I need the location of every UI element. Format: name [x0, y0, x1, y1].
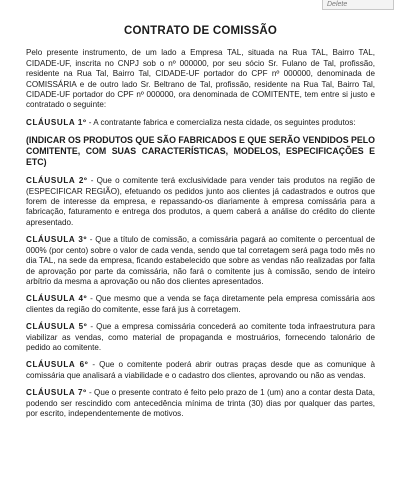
top-toolbar — [0, 0, 400, 12]
clause-1 — [26, 118, 375, 128]
clause-5-text: - Que a empresa comissária concederá ao comitente toda infraestrutura para viabilizar as vendas, como material de propaganda e mostruários, fornecendo talonário de pedido ao comitente. — [26, 322, 375, 352]
clause-7-text: - Que o presente contrato é feito pelo prazo de 1 (um) ano a contar desta Data, podendo ser rescindido com antecedência mínima de trinta (30) dias por qualquer das partes, por escrito, independentemente de motivos. — [26, 388, 375, 418]
clause-4-label: CLÁUSULA 4º — [26, 294, 88, 304]
intro-paragraph: Pelo presente instrumento, de um lado a Empresa TAL, situada na Rua TAL, Bairro TAL, CIDADE-UF, inscrita no CNPJ sob o nº 000000, por seu sócio Sr. Fulano de Tal, profissão, residente na Rua Tal, Bairro Tal, CIDADE-UF portador do CPF nº 000000, denominada de COMISSÁRIA e de outro lado Sr. Beltrano de Tal, profissão, residente na Rua Tal, Bairro Tal, CIDADE-UF portador do CPF nº 000000, ora denominada de COMITENTE, tem entre si justo e contratado o seguinte: — [26, 48, 375, 110]
clause-3 — [26, 235, 375, 287]
delete-button[interactable]: Delete — [322, 0, 394, 10]
products-placeholder: (INDICAR OS PRODUTOS QUE SÃO FABRICADOS E QUE SERÃO VENDIDOS PELO COMITENTE, COM SUAS CARACTERÍSTICAS, MODELOS, ESPECIFICAÇÕES E ETC) — [26, 135, 375, 168]
clause-6-text: - Que o comitente poderá abrir outras praças desde que as comunique à comissária que analisará a viabilidade e o cadastro dos clientes, aprovando ou não as vendas. — [26, 360, 375, 380]
clause-4 — [26, 294, 375, 315]
clause-7 — [26, 388, 375, 419]
clause-2-label: CLÁUSULA 2º — [26, 176, 88, 186]
clause-3-text: - Que a título de comissão, a comissária pagará ao comitente o percentual de 000% (por cento) sobre o valor de cada venda, sendo que tal corretagem será paga todo mês no dia TAL, na sede da empresa, ficando estabelecido que sobre as vendas não realizadas por falta de aprovação por parte da comissária, não fará o comitente jus à comissão, sendo de inteiro arbítrio da mesma a aprovação ou não dos clientes apresentados. — [26, 235, 375, 286]
clause-4-text: - Que mesmo que a venda se faça diretamente pela empresa comissária aos clientes da região do comitente, esse fará jus à corretagem. — [26, 294, 375, 314]
document-title: CONTRATO DE COMISSÃO — [123, 25, 278, 37]
clause-3-label: CLÁUSULA 3º — [26, 235, 88, 245]
clause-5 — [26, 322, 375, 353]
contract-document — [26, 20, 375, 426]
clause-5-label: CLÁUSULA 5º — [26, 322, 88, 332]
clause-6 — [26, 360, 375, 381]
clause-2 — [26, 176, 375, 228]
clause-2-text: - Que o comitente terá exclusividade para vender tais produtos na região de (ESPECIFICAR REGIÃO), efetuando os pedidos junto aos clientes já cadastrados e outros que forem de interesse da empresa, e repassando-os diariamente à empresa comissária para a fabricação, faturamento e entrega dos produtos, a quem caberá a análise do crédito do cliente apresentado. — [26, 176, 375, 227]
clause-7-label: CLÁUSULA 7º — [26, 388, 87, 398]
clause-6-label: CLÁUSULA 6º — [26, 360, 89, 370]
clause-1-text: - A contratante fabrica e comercializa nesta cidade, os seguintes produtos: — [86, 117, 356, 127]
clause-1-label: CLÁUSULA 1º — [26, 117, 87, 127]
